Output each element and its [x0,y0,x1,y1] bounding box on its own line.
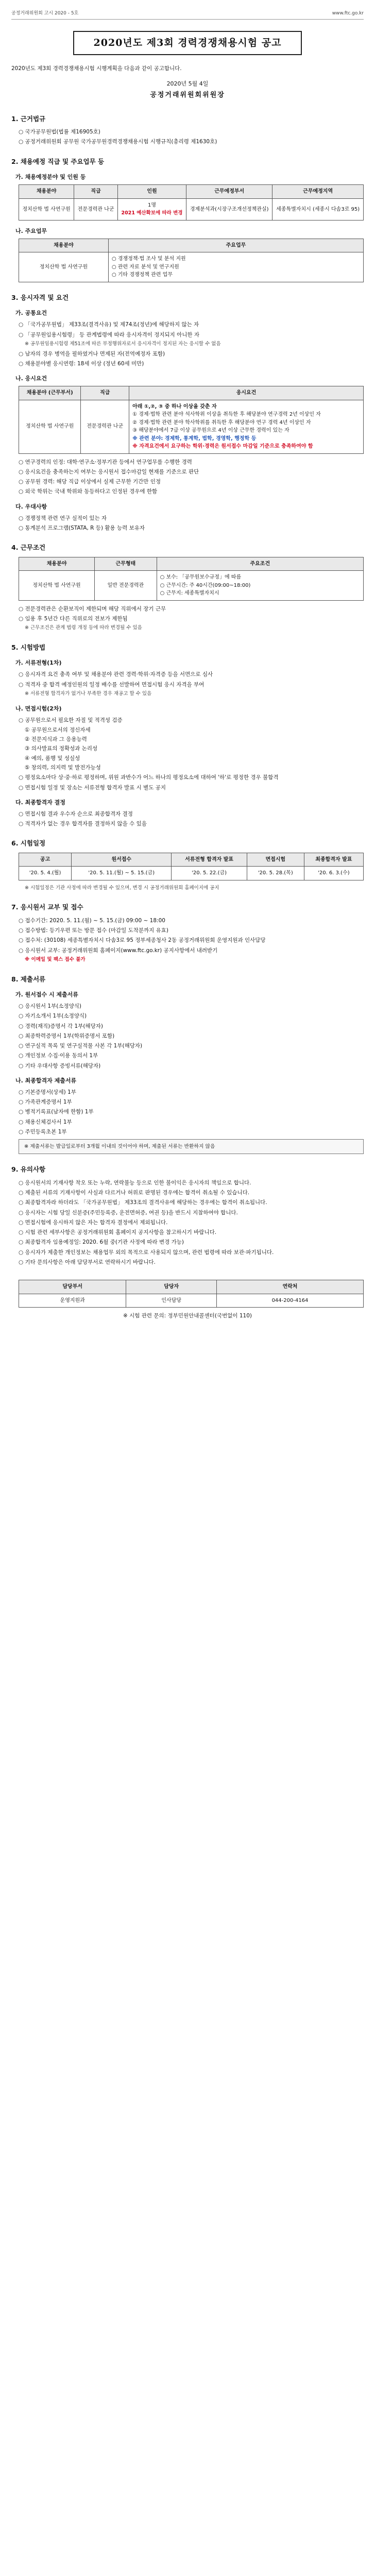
method-item: ⑤ 창의력, 의지력 및 발전가능성 [25,764,101,771]
table-cell: 정치산학 법 사연구원 [19,571,95,601]
table-cell: 정치산학 법 사연구원 [19,400,81,453]
table-cell: '20. 5. 11.(월) ~ 5. 15.(금) [72,867,172,880]
common-req-item: ○ 「공무원임용시험령」 등 관계법령에 따라 응시자격이 정지되지 아니한 자 [19,331,200,338]
table-cell: 정치산학 법 사연구원 [19,198,74,220]
method-item: ○ 면접시험 일정 및 장소는 서류전형 합격자 발표 시 별도 공지 [19,784,166,791]
table-header: 채용분야 [19,185,74,199]
notice-item: ○ 응시원서의 기재사항 착오 또는 누락, 연락불능 등으로 인한 불이익은 응시자의 책임으로 합니다. [19,1179,251,1186]
method-item: ○ 응시자격 요건 충족 여부 및 채용분야 관련 경력·학위·자격증 등을 서면으로 심사 [19,671,213,678]
documents-note: ※ 제출서류는 발급일로부터 3개월 이내의 것이어야 하며, 제출된 서류는 반환하지 않음 [19,1139,364,1154]
positions-table [19,184,364,221]
legal-basis-item: ○ 국가공무원법(법률 제16905호) [19,129,100,135]
table-header: 채용분야 [19,239,109,252]
method-item: ④ 예의, 품행 및 성실성 [25,755,80,761]
table-row [19,1294,364,1308]
document-screening-subtitle: 가. 서류전형(1차) [15,659,62,667]
table-header: 근무예정부서 [186,185,272,199]
table-header: 면접시험 [247,853,304,867]
table-row [19,400,364,453]
req-note: ○ 공무원 경력: 해당 직급 이상에서 실제 근무한 기간만 인정 [19,479,161,485]
notice-item: ○ 응시자가 제출한 개인정보는 채용업무 외의 목적으로 사용되지 않으며, 관련 법령에 따라 보관·파기됩니다. [19,1249,274,1256]
table-row [19,252,364,282]
notice-item: ○ 최종합격자 임용예정일: 2020. 6월 중(기관 사정에 따라 변경 가능) [19,1239,184,1246]
table-header: 근무예정지역 [272,185,364,199]
doc-item: ○ 개인정보 수집·이용 동의서 1부 [19,1053,98,1059]
doc-item: ○ 병적기록표(남자에 한함) 1부 [19,1109,94,1115]
duties-table [19,239,364,282]
table-cell: '20. 5. 28.(목) [247,867,304,880]
doc-item: ○ 가족관계증명서 1부 [19,1099,72,1106]
duties-subtitle: 나. 주요업무 [15,227,47,234]
req-line: ※ 자격요건에서 요구하는 학위·경력은 원서접수 마감일 기준으로 충족하여야 함 [132,444,313,450]
section-documents-title: 8. 제출서류 [11,975,46,983]
req-note: ○ 연구경력의 인정: 대학·연구소·정부기관 등에서 연구업무를 수행한 경력 [19,459,192,465]
table-cell: 운영지원과 [19,1294,126,1308]
doc-item: ○ 기본증명서(상세) 1부 [19,1089,76,1095]
page-title: 2020년도 제3회 경력경쟁채용시험 공고 [73,31,302,55]
application-item: ○ 접수기간: 2020. 5. 11.(월) ~ 5. 15.(금) 09:00 ~ 18:00 [19,917,165,924]
table-header: 최종합격자 발표 [304,853,363,867]
schedule-note: ※ 시험일정은 기관 사정에 따라 변경될 수 있으며, 변경 시 공정거래위원회 홈페이지에 공지 [25,885,219,891]
legal-basis-item: ○ 공정거래위원회 공무원 국가공무원경력경쟁채용시험 시행규칙(총리령 제1630호) [19,139,217,145]
doc-item: ○ 자기소개서 1부(소정양식) [19,1013,87,1020]
table-header: 주요조건 [157,557,363,571]
table-cell: 세종특별자치시 (세종시 다솜3로 95) [272,198,364,220]
section-eligibility-title: 3. 응시자격 및 요건 [11,293,69,301]
conditions-table [19,557,364,601]
method-item: ○ 평정요소마다 상·중·하로 평정하며, 위원 과반수가 어느 하나의 평정요소에 대하여 '하'로 평정한 경우 불합격 [19,774,279,781]
table-header: 근무형태 [95,557,157,571]
specific-req-subtitle: 나. 응시요건 [15,375,47,382]
method-item: ○ 적격자 중 합격 예정인원의 일정 배수를 선발하여 면접시험 응시 자격을 부여 [19,681,204,688]
doc-item: ○ 기타 우대사항 증빙서류(해당자) [19,1062,101,1069]
method-item: ○ 공무원으로서 필요한 자질 및 적격성 검증 [19,717,123,723]
table-row [19,867,364,880]
requirements-table [19,386,364,454]
notice-item: ○ 시험 관련 세부사항은 공정거래위원회 홈페이지 공지사항을 참고하시기 바랍니다. [19,1229,217,1236]
req-line: ③ 해당분야에서 7급 이상 공무원으로 4년 이상 근무한 경력이 있는 자 [132,428,289,434]
common-req-item: ○ 채용분야별 응시연령: 18세 이상 (정년 60세 미만) [19,360,144,367]
table-cell: 경제분석과(시장구조개선정책관실) [186,198,272,220]
preference-subtitle: 다. 우대사항 [15,503,47,510]
table-header: 원서접수 [72,853,172,867]
doc-item: ○ 최종학력증명서 1부(학위증명서 포함) [19,1032,115,1039]
intro-text: 2020년도 제3회 경력경쟁채용시험 시행계획을 다음과 같이 공고합니다. [11,65,182,72]
section-legal-basis-title: 1. 근거법규 [11,114,46,123]
table-header: 응시요건 [129,386,364,400]
preference-item: ○ 경쟁정책 관련 연구 실적이 있는 자 [19,515,107,521]
notice-date: 2020년 5월 4일 [166,80,209,87]
table-cell [129,400,364,453]
agency-name: 공정거래위원회위원장 [150,91,225,99]
table-cell: 인사담당 [126,1294,217,1308]
table-cell: 전문경력관 나군 [81,400,129,453]
preference-item: ○ 통계분석 프로그램(STATA, R 등) 활용 능력 보유자 [19,525,145,532]
contact-table [19,1280,364,1308]
doc-item: ○ 경력(재직)증명서 각 1부(해당자) [19,1023,103,1029]
section-schedule-title: 6. 시험일정 [11,839,46,848]
application-item: ○ 접수방법: 등기우편 또는 방문 접수 (마감일 도착분까지 유효) [19,927,169,934]
header-left: 공정거래위원회 고시 2020 - 5호 [11,11,79,16]
req-line: ② 경제·법학 관련 분야 학사학위를 취득한 후 해당분야 연구 경력 4년 이상인 자 [132,419,311,426]
section-conditions-title: 4. 근무조건 [11,544,46,552]
table-header: 서류전형 합격자 발표 [172,853,247,867]
application-docs-subtitle: 가. 원서접수 시 제출서류 [15,991,78,998]
final-decision-subtitle: 다. 최종합격자 결정 [15,799,65,806]
doc-item: ○ 채용신체검사서 1부 [19,1118,72,1125]
section-notes-title: 9. 유의사항 [11,1165,46,1174]
application-item: ○ 접수처: (30108) 세종특별자치시 다솜3로 95 정부세종청사 2동 공정거래위원회 운영지원과 인사담당 [19,937,266,944]
schedule-table [19,853,364,880]
common-req-item: ○ 「국가공무원법」 제33조(결격사유) 및 제74조(정년)에 해당하지 않는 자 [19,321,199,328]
notice-item: ○ 면접시험에 응시하지 않은 자는 합격자 결정에서 제외됩니다. [19,1219,168,1226]
table-cell: 일반 전문경력관 [95,571,157,601]
table-cell: ○ 경쟁정책·법 조사 및 분석 지원 ○ 관련 자료 분석 및 연구지원 ○ 기타 경쟁정책 관련 업무 [108,252,363,282]
positions-subtitle: 가. 채용예정분야 및 인원 등 [15,174,86,181]
common-req-item: ○ 남자의 경우 병역을 필하였거나 면제된 자(전역예정자 포함) [19,350,165,357]
req-note: ○ 외국 학위는 국내 학위와 동등하다고 인정된 경우에 한함 [19,488,158,495]
notice-item: ○ 응시자는 시험 당일 신분증(주민등록증, 운전면허증, 여권 등)을 반드시 지참하여야 합니다. [19,1209,238,1216]
req-note: ○ 응시요건을 충족하는지 여부는 응시원서 접수마감일 현재를 기준으로 판단 [19,468,199,475]
table-cell: 정치산학 법 사연구원 [19,252,109,282]
conditions-note: ○ 전문경력관은 순환보직이 제한되며 해당 직위에서 장기 근무 [19,605,166,612]
table-cell: 1명 2021 예산확보에 따라 변경 [117,198,186,220]
contact-phone: ※ 시험 관련 문의: 정부민원안내콜센터(국번없이 110) [123,1313,252,1319]
table-cell: 전문경력관 나군 [74,198,118,220]
common-req-subtitle: 가. 공통요건 [15,310,47,317]
table-header: 채용분야 [19,557,95,571]
method-item: ③ 의사발표의 정확성과 논리성 [25,745,98,752]
notice-item: ○ 기타 문의사항은 아래 담당부서로 연락하시기 바랍니다. [19,1259,156,1265]
table-header: 주요업무 [108,239,363,252]
conditions-note: ※ 근무조건은 관계 법령 개정 등에 따라 변경될 수 있음 [25,625,142,631]
row-note: 2021 예산확보에 따라 변경 [121,210,183,216]
table-cell: ○ 보수: 「공무원보수규정」에 따름 ○ 근무시간: 주 40시간(09:00~18:00) ○ 근무지: 세종특별자치시 [157,571,363,601]
table-header: 인원 [117,185,186,199]
doc-item: ○ 연구실적 목록 및 연구실적물 사본 각 1부(해당자) [19,1043,143,1049]
table-header: 직급 [74,185,118,199]
table-header: 공고 [19,853,72,867]
method-note: ※ 서류전형 합격자가 없거나 부족한 경우 재공고 할 수 있음 [25,690,152,697]
table-cell: '20. 6. 3.(수) [304,867,363,880]
table-row [19,571,364,601]
req-line: 아래 ①,②, ③ 중 하나 이상을 갖춘 자 [132,403,217,410]
header-right: www.ftc.go.kr [332,11,364,16]
interview-subtitle: 나. 면접시험(2차) [15,705,62,712]
notice-item: ○ 제출된 서류의 기재사항이 사실과 다르거나 허위로 판명된 경우에는 합격이 취소될 수 있습니다. [19,1190,250,1196]
table-header: 담당부서 [19,1280,126,1294]
method-item: ② 전문지식과 그 응용능력 [25,736,87,743]
conditions-note: ○ 임용 후 5년간 다른 직위로의 전보가 제한됨 [19,615,128,622]
document-header [11,10,364,20]
table-row [19,198,364,220]
common-req-note: ※ 공무원임용시험령 제51조에 따른 부정행위자로서 응시자격이 정지된 자는 응시할 수 없음 [25,341,221,347]
req-line: ① 경제·법학 관련 분야 석사학위 이상을 취득한 후 해당분야 연구경력 2년 이상인 자 [132,412,321,418]
method-item: ① 공무원으로서의 정신자세 [25,726,91,733]
table-cell: 044-200-4164 [216,1294,363,1308]
notice-item: ○ 최종합격자라 하더라도 「국가공무원법」 제33조의 결격사유에 해당하는 경우에는 합격이 취소됩니다. [19,1199,267,1206]
doc-item: ○ 주민등록초본 1부 [19,1129,67,1135]
application-note: ※ 이메일 및 팩스 접수 불가 [25,956,86,962]
section-exam-method-title: 5. 시험방법 [11,643,46,651]
table-header: 채용분야 (근무부서) [19,386,81,400]
table-header: 담당자 [126,1280,217,1294]
table-cell: '20. 5. 4.(월) [19,867,72,880]
req-line: ※ 관련 분야: 경제학, 통계학, 법학, 경영학, 행정학 등 [132,435,257,442]
method-item: ○ 면접시험 결과 우수자 순으로 최종합격자 결정 [19,810,133,817]
table-header: 직급 [81,386,129,400]
application-item: ○ 응시원서 교부: 공정거래위원회 홈페이지(www.ftc.go.kr) 공지사항에서 내려받기 [19,947,218,954]
table-cell: '20. 5. 22.(금) [172,867,247,880]
section-positions-title: 2. 채용예정 직급 및 주요업무 등 [11,157,105,165]
doc-item: ○ 응시원서 1부(소정양식) [19,1003,81,1010]
method-item: ○ 적격자가 없는 경우 합격자를 결정하지 않을 수 있음 [19,821,147,827]
section-application-title: 7. 응시원서 교부 및 접수 [11,903,83,911]
table-header: 연락처 [216,1280,363,1294]
final-docs-subtitle: 나. 최종합격자 제출서류 [15,1077,77,1084]
